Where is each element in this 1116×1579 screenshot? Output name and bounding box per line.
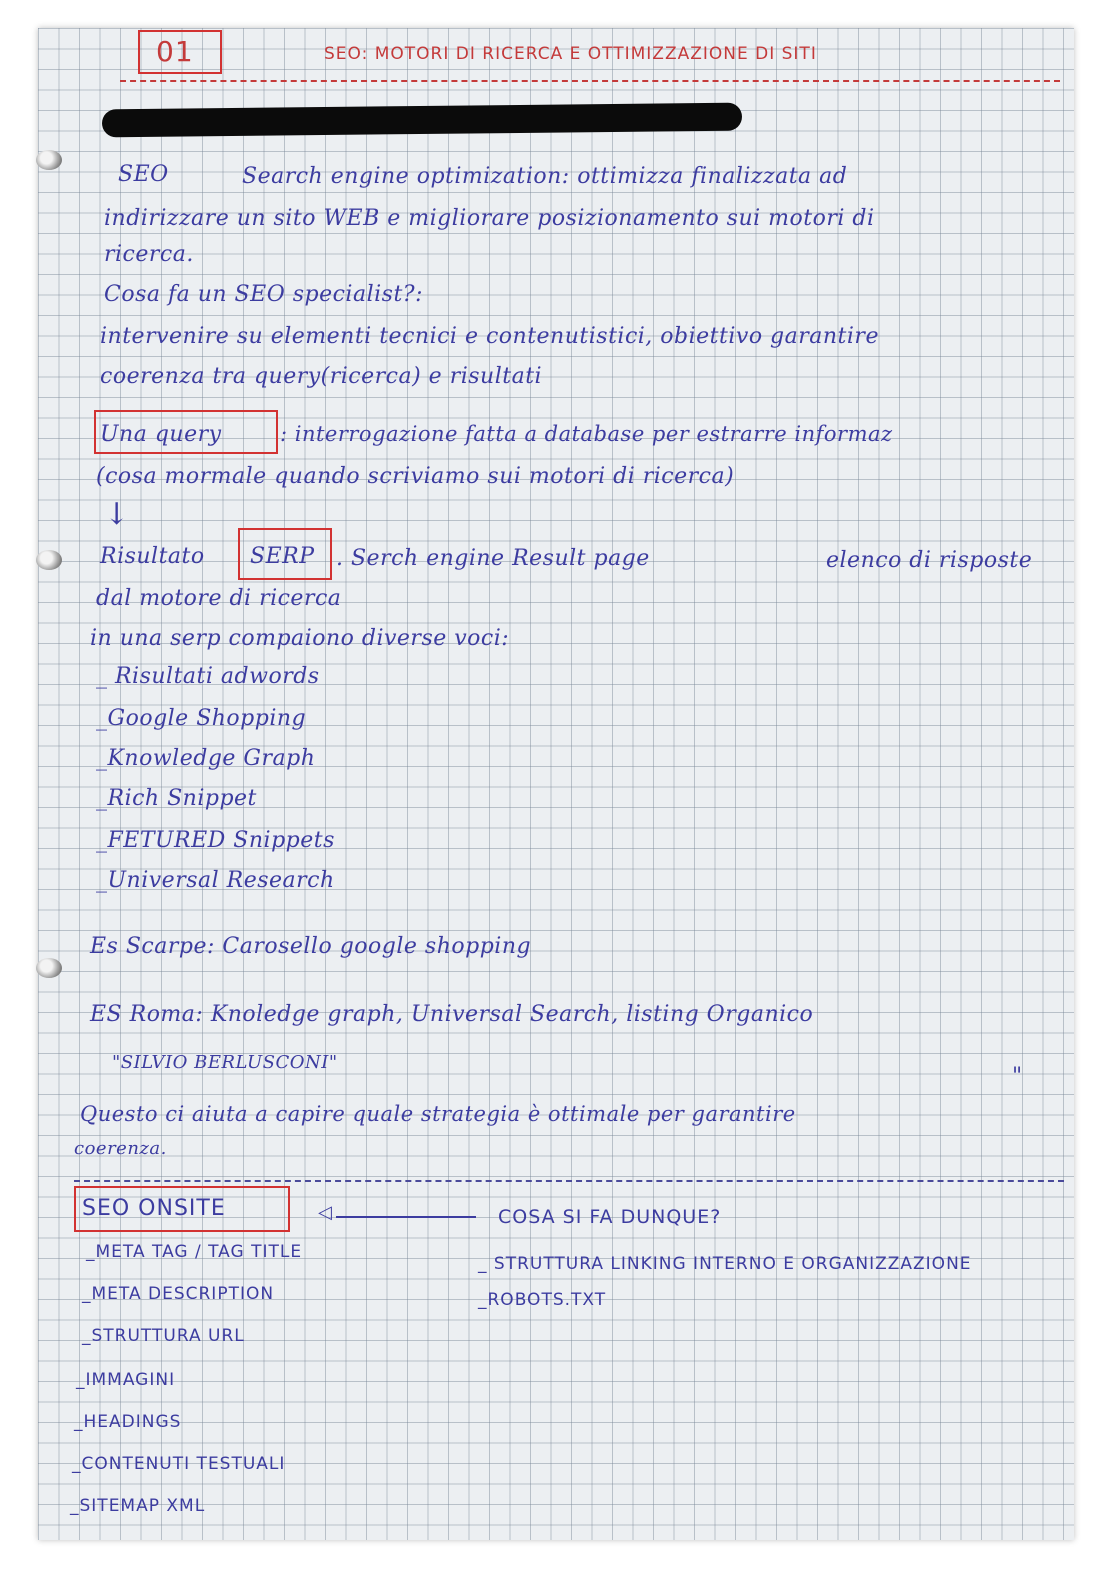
binder-hole-top <box>36 150 62 170</box>
query-label: Una query <box>100 422 222 447</box>
serp-item: _Universal Research <box>96 868 335 893</box>
example-roma: ES Roma: Knoledge graph, Universal Search, listing Organico <box>90 1002 814 1027</box>
binder-hole-middle <box>36 550 62 570</box>
onsite-question: COSA SI FA DUNQUE? <box>498 1206 722 1228</box>
serp-item: _Knowledge Graph <box>96 746 316 771</box>
onsite-item: _META DESCRIPTION <box>82 1284 275 1304</box>
serp-item: _ Risultati adwords <box>96 664 320 689</box>
serp-definition-line-2: dal motore di ricerca <box>96 586 342 611</box>
onsite-item: _SITEMAP XML <box>70 1496 206 1516</box>
page-number: 01 <box>156 35 194 68</box>
query-definition: : interrogazione fatta a database per estrarre informaz <box>280 422 893 446</box>
binder-hole-bottom <box>36 958 62 978</box>
serp-label: SERP <box>250 544 315 569</box>
page-title: SEO: MOTORI DI RICERCA E OTTIMIZZAZIONE DI SITI <box>324 44 817 64</box>
onsite-item: _HEADINGS <box>74 1412 182 1432</box>
specialist-answer-line-2: coerenza tra query(ricerca) e risultati <box>100 364 543 389</box>
onsite-item-right: _ STRUTTURA LINKING INTERNO E ORGANIZZAZIONE <box>478 1254 972 1274</box>
onsite-item: _META TAG / TAG TITLE <box>86 1242 303 1262</box>
serp-item: _Rich Snippet <box>96 786 257 811</box>
onsite-item-right: _ROBOTS.TXT <box>478 1290 607 1310</box>
seo-definition-line-1: Search engine optimization: ottimizza finalizzata ad <box>242 164 848 189</box>
left-arrow-icon: ◁ <box>318 1202 333 1223</box>
query-definition-line-2: (cosa mormale quando scriviamo sui motori di ricerca) <box>96 464 735 489</box>
serp-prefix: Risultato <box>100 544 205 569</box>
specialist-question: Cosa fa un SEO specialist?: <box>104 282 423 307</box>
seo-definition-line-3: ricerca. <box>104 242 194 267</box>
serp-items-intro: in una serp compaiono diverse voci: <box>90 626 510 651</box>
specialist-answer-line-1: intervenire su elementi tecnici e contenutistici, obiettivo garantire <box>100 324 879 349</box>
conclusion-line-1: Questo ci aiuta a capire quale strategia è ottimale per garantire <box>80 1102 796 1126</box>
arrow-shaft <box>336 1216 476 1218</box>
closing-quote-mark: " <box>1012 1064 1023 1089</box>
onsite-item: _CONTENUTI TESTUALI <box>72 1454 286 1474</box>
seo-term: SEO <box>118 162 169 187</box>
serp-definition-right: elenco di risposte <box>826 548 1033 573</box>
section-divider <box>74 1180 1064 1182</box>
serp-definition: . Serch engine Result page <box>336 546 650 571</box>
down-arrow-icon: ↓ <box>104 497 130 532</box>
title-underline <box>120 80 1060 82</box>
onsite-item: _STRUTTURA URL <box>82 1326 245 1346</box>
seo-definition-line-2: indirizzare un sito WEB e migliorare posizionamento sui motori di <box>104 206 875 231</box>
serp-item: _Google Shopping <box>96 706 307 731</box>
onsite-label: SEO ONSITE <box>82 1196 226 1221</box>
example-silvio: "SILVIO BERLUSCONI" <box>112 1052 338 1073</box>
conclusion-line-2: coerenza. <box>74 1138 167 1159</box>
example-scarpe: Es Scarpe: Carosello google shopping <box>90 934 532 959</box>
serp-item: _FETURED Snippets <box>96 828 335 853</box>
onsite-item: _IMMAGINI <box>76 1370 176 1390</box>
